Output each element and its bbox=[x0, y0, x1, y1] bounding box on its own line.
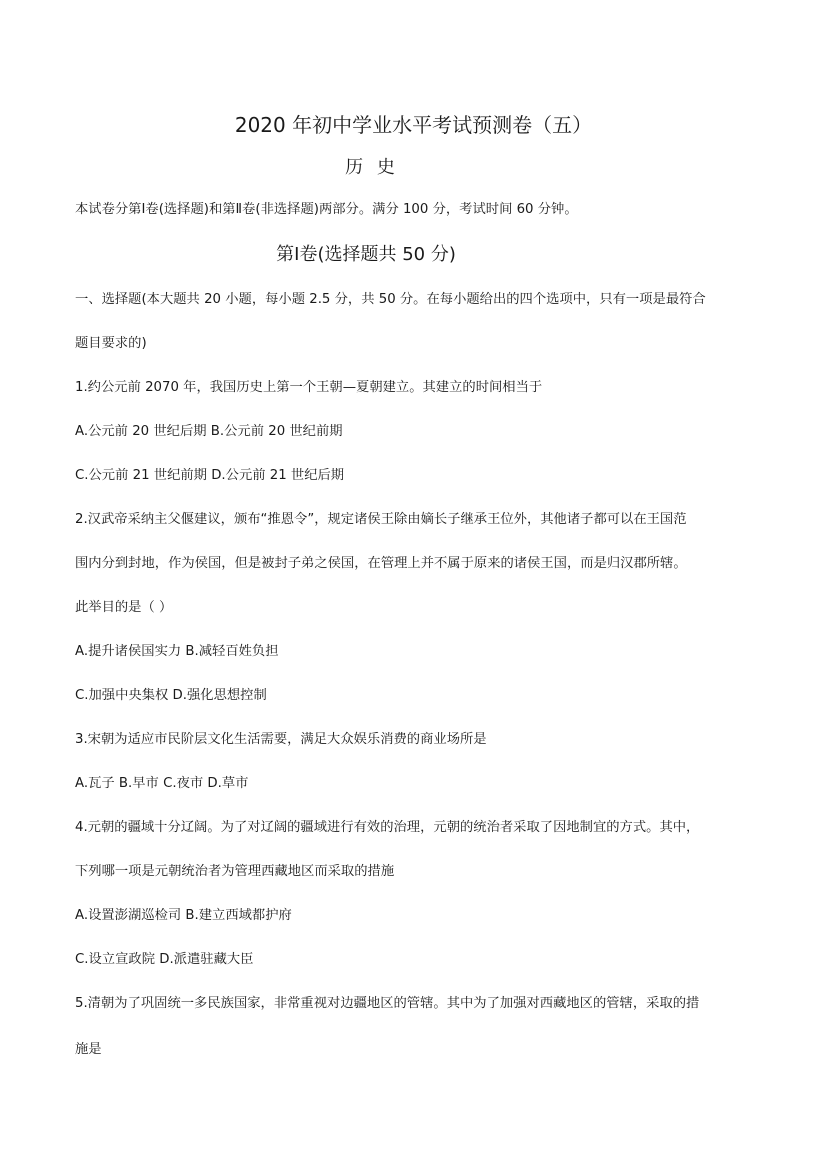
question-2-stem-line-1: 2.汉武帝采纳主父偃建议，颁布“推恩令”，规定诸侯王除由嫡长子继承王位外，其他诸子都可以在王国范 bbox=[75, 512, 687, 527]
question-5-stem-line-1: 5.清朝为了巩固统一多民族国家，非常重视对边疆地区的管辖。其中为了加强对西藏地区的管辖，采取的措 bbox=[75, 996, 700, 1011]
exam-intro: 本试卷分第Ⅰ卷(选择题)和第Ⅱ卷(非选择题)两部分。满分 100 分，考试时间 60 分钟。 bbox=[75, 202, 578, 217]
section-title: 第Ⅰ卷(选择题共 50 分) bbox=[276, 244, 456, 265]
question-2-option-row-1: A.提升诸侯国实力 B.减轻百姓负担 bbox=[75, 644, 279, 659]
question-2-option-row-2: C.加强中央集权 D.强化思想控制 bbox=[75, 688, 267, 703]
document-title: 2020 年初中学业水平考试预测卷（五） bbox=[234, 113, 593, 137]
question-3-option-row-1: A.瓦子 B.早市 C.夜市 D.草市 bbox=[75, 776, 249, 791]
question-4-stem-line-2: 下列哪一项是元朝统治者为管理西藏地区而采取的措施 bbox=[75, 864, 395, 879]
question-4-option-row-1: A.设置澎湖巡检司 B.建立西域都护府 bbox=[75, 908, 292, 923]
instructions-line-2: 题目要求的) bbox=[75, 336, 147, 351]
question-2-stem-line-3: 此举目的是（ ） bbox=[75, 600, 173, 615]
question-4-option-row-2: C.设立宣政院 D.派遣驻藏大臣 bbox=[75, 952, 254, 967]
subject-title: 历 史 bbox=[345, 157, 399, 178]
question-5-stem-line-2: 施是 bbox=[75, 1042, 102, 1057]
instructions-line-1: 一、选择题(本大题共 20 小题，每小题 2.5 分，共 50 分。在每小题给出的四个选项中，只有一项是最符合 bbox=[75, 292, 706, 307]
question-3-stem: 3.宋朝为适应市民阶层文化生活需要，满足大众娱乐消费的商业场所是 bbox=[75, 732, 487, 747]
question-4-stem-line-1: 4.元朝的疆域十分辽阔。为了对辽阔的疆域进行有效的治理，元朝的统治者采取了因地制宜的方式。其中， bbox=[75, 820, 700, 835]
question-1-stem: 1.约公元前 2070 年，我国历史上第一个王朝—夏朝建立。其建立的时间相当于 bbox=[75, 380, 543, 395]
question-1-option-row-1: A.公元前 20 世纪后期 B.公元前 20 世纪前期 bbox=[75, 424, 343, 439]
question-1-option-row-2: C.公元前 21 世纪前期 D.公元前 21 世纪后期 bbox=[75, 468, 345, 483]
question-2-stem-line-2: 围内分到封地，作为侯国，但是被封子弟之侯国，在管理上并不属于原来的诸侯王国，而是归汉郡所辖。 bbox=[75, 556, 687, 571]
